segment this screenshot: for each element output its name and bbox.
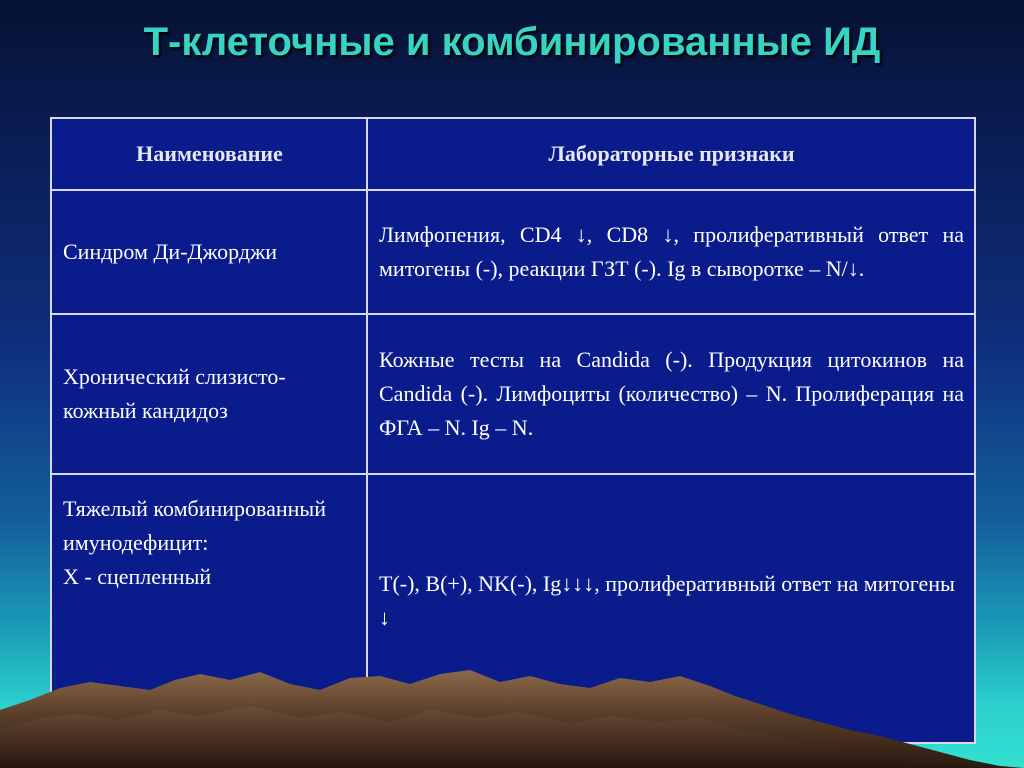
row-lab-digeorge: Лимфопения, CD4 ↓, CD8 ↓, пролиферативный ответ на митогены (-), реакции ГЗТ (-). Ig в сыворотке – N/↓. bbox=[367, 190, 975, 314]
header-name: Наименование bbox=[51, 118, 367, 190]
table-row bbox=[51, 190, 975, 314]
mountains-illustration bbox=[0, 660, 1024, 768]
slide-title: Т-клеточные и комбинированные ИД bbox=[143, 20, 881, 64]
header-lab-signs: Лабораторные признаки bbox=[367, 118, 975, 190]
row-lab-candidiasis: Кожные тесты на Candida (-). Продукция цитокинов на Candida (-). Лимфоциты (количество) – N. Пролиферация на ФГА – N. Ig – N. bbox=[367, 314, 975, 474]
lab-signs-table bbox=[50, 117, 976, 744]
table-header-row bbox=[51, 118, 975, 190]
table-row bbox=[51, 314, 975, 474]
row-name-scid-line2: Х - сцепленный bbox=[63, 564, 212, 589]
row-name-candidiasis: Хронический слизисто-кожный кандидоз bbox=[51, 314, 367, 474]
row-name-digeorge: Синдром Ди-Джорджи bbox=[51, 190, 367, 314]
row-name-scid-line1: Тяжелый комбинированный имунодефицит: bbox=[63, 496, 326, 555]
row-lab-scid: T(-), B(+), NK(-), Ig↓↓↓, пролиферативный ответ на митогены ↓ bbox=[367, 474, 975, 743]
